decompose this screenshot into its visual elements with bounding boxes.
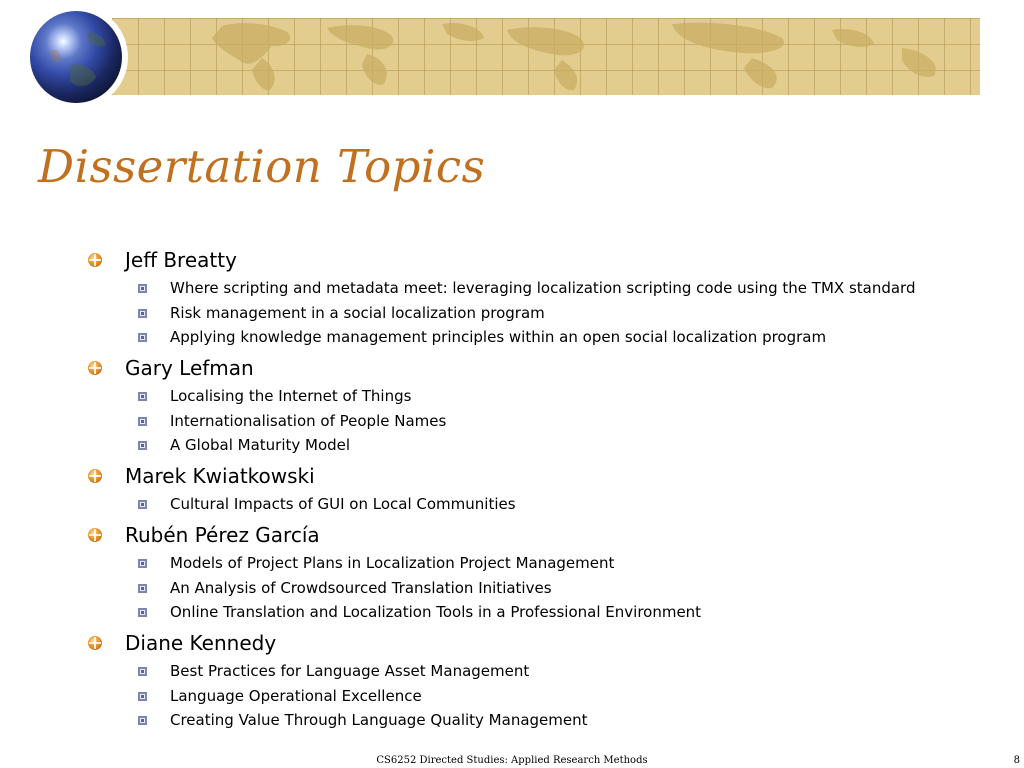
orange-circle-bullet-icon xyxy=(88,361,102,375)
topic-item xyxy=(88,659,988,684)
world-map-icon xyxy=(112,18,980,95)
orange-circle-bullet-icon xyxy=(88,528,102,542)
topic-item xyxy=(88,276,988,301)
blue-square-bullet-icon xyxy=(138,417,147,426)
topic-text: An Analysis of Crowdsourced Translation Initiatives xyxy=(170,578,552,597)
topic-list xyxy=(88,656,988,738)
world-map-banner xyxy=(112,18,980,95)
blue-square-bullet-icon xyxy=(138,608,147,617)
topic-list xyxy=(88,273,988,355)
topic-text: Creating Value Through Language Quality Management xyxy=(170,711,588,730)
blue-square-bullet-icon xyxy=(138,584,147,593)
topic-item xyxy=(88,301,988,326)
page-number: 8 xyxy=(1013,755,1020,766)
topic-text: Risk management in a social localization program xyxy=(170,303,545,322)
topic-list xyxy=(88,489,988,522)
orange-circle-bullet-icon xyxy=(88,469,102,483)
blue-square-bullet-icon xyxy=(138,559,147,568)
topic-text: Models of Project Plans in Localization Project Management xyxy=(170,553,615,572)
blue-square-bullet-icon xyxy=(138,333,147,342)
blue-square-bullet-icon xyxy=(138,716,147,725)
student-item xyxy=(88,522,988,630)
blue-square-bullet-icon xyxy=(138,441,147,450)
slide-title: Dissertation Topics xyxy=(38,140,486,193)
topic-item xyxy=(88,325,988,350)
topic-text: Localising the Internet of Things xyxy=(170,387,412,406)
topic-item xyxy=(88,684,988,709)
topic-text: Where scripting and metadata meet: leveraging localization scripting code using the TMX standard xyxy=(170,279,916,297)
student-name: Diane Kennedy xyxy=(125,630,277,655)
blue-square-bullet-icon xyxy=(138,667,147,676)
blue-square-bullet-icon xyxy=(138,284,147,293)
student-entry xyxy=(88,355,988,381)
student-entry xyxy=(88,247,988,273)
topic-item xyxy=(88,708,988,733)
topic-item xyxy=(88,576,988,601)
orange-circle-bullet-icon xyxy=(88,253,102,267)
blue-square-bullet-icon xyxy=(138,392,147,401)
globe-icon xyxy=(30,11,122,103)
student-name: Gary Lefman xyxy=(125,356,254,381)
student-item xyxy=(88,247,988,355)
student-entry xyxy=(88,522,988,548)
topic-text: A Global Maturity Model xyxy=(170,436,351,455)
blue-square-bullet-icon xyxy=(138,692,147,701)
topic-text: Language Operational Excellence xyxy=(170,686,422,705)
orange-circle-bullet-icon xyxy=(88,636,102,650)
topic-item xyxy=(88,551,988,576)
student-name: Jeff Breatty xyxy=(125,248,237,272)
topic-list xyxy=(88,548,988,630)
topic-text: Internationalisation of People Names xyxy=(170,411,447,430)
student-item xyxy=(88,463,988,522)
topic-item xyxy=(88,409,988,434)
student-entry xyxy=(88,463,988,489)
student-entry xyxy=(88,630,988,656)
topic-item xyxy=(88,492,988,517)
student-item xyxy=(88,355,988,463)
student-name: Marek Kwiatkowski xyxy=(125,464,315,489)
topic-text: Cultural Impacts of GUI on Local Communities xyxy=(170,495,516,514)
topic-item xyxy=(88,600,988,625)
student-item xyxy=(88,630,988,738)
topic-item xyxy=(88,384,988,409)
topic-list xyxy=(88,381,988,463)
topic-item xyxy=(88,433,988,458)
topic-text: Online Translation and Localization Tools in a Professional Environment xyxy=(170,603,702,622)
blue-square-bullet-icon xyxy=(138,500,147,509)
topic-text: Applying knowledge management principles within an open social localization program xyxy=(170,328,827,347)
slide-footer: CS6252 Directed Studies: Applied Research Methods xyxy=(376,755,648,766)
blue-square-bullet-icon xyxy=(138,309,147,318)
topics-list xyxy=(88,247,988,738)
topic-text: Best Practices for Language Asset Management xyxy=(170,661,530,680)
student-name: Rubén Pérez García xyxy=(125,522,320,547)
